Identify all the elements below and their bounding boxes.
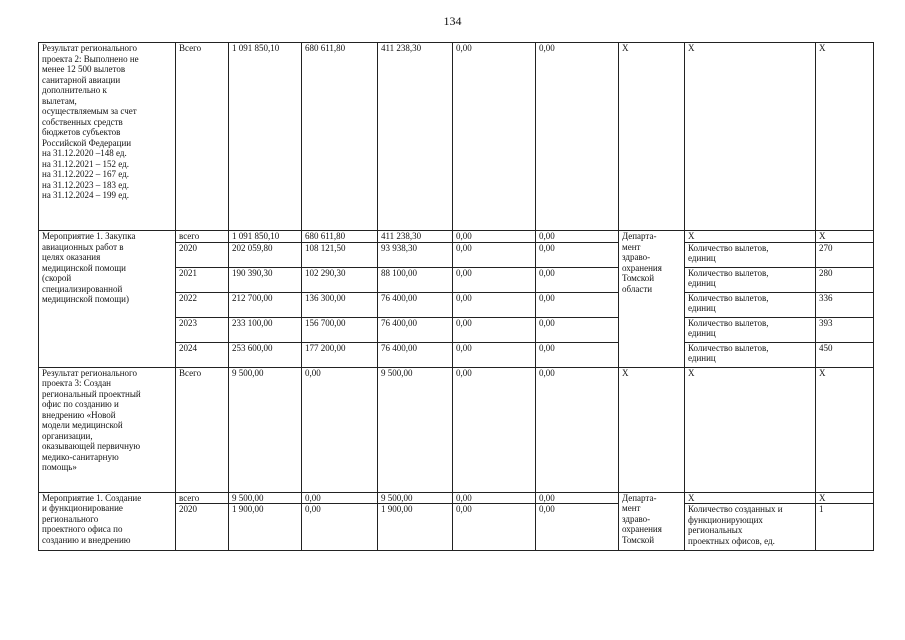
cell-period: Всего bbox=[176, 367, 229, 492]
cell-local: 0,00 bbox=[453, 342, 536, 367]
cell-total: 253 600,00 bbox=[229, 342, 302, 367]
cell-period: 2020 bbox=[176, 504, 229, 551]
cell-period: 2021 bbox=[176, 267, 229, 292]
cell-regional: 76 400,00 bbox=[378, 317, 453, 342]
table-row bbox=[39, 492, 874, 504]
cell-indicator-value: Х bbox=[816, 367, 874, 492]
cell-period: всего bbox=[176, 492, 229, 504]
cell-local: 0,00 bbox=[453, 367, 536, 492]
cell-indicator-value: 280 bbox=[816, 267, 874, 292]
cell-other: 0,00 bbox=[536, 231, 619, 243]
cell-total: 1 900,00 bbox=[229, 504, 302, 551]
cell-indicator-value: Х bbox=[816, 231, 874, 243]
cell-federal: 680 611,80 bbox=[302, 43, 378, 231]
cell-indicator-value: Х bbox=[816, 492, 874, 504]
cell-other: 0,00 bbox=[536, 267, 619, 292]
cell-other: 0,00 bbox=[536, 292, 619, 317]
cell-indicator-value: 1 bbox=[816, 504, 874, 551]
cell-total: 212 700,00 bbox=[229, 292, 302, 317]
cell-indicator: Х bbox=[685, 492, 816, 504]
cell-indicator: Количество созданных и функционирующих региональных проектных офисов, ед. bbox=[685, 504, 816, 551]
cell-federal: 177 200,00 bbox=[302, 342, 378, 367]
cell-federal: 102 290,30 bbox=[302, 267, 378, 292]
cell-local: 0,00 bbox=[453, 492, 536, 504]
cell-executor: Х bbox=[619, 43, 685, 231]
executor-department: Департа- мент здраво- охранения Томской bbox=[619, 492, 685, 551]
cell-indicator-value: 393 bbox=[816, 317, 874, 342]
executor-department: Департа- мент здраво- охранения Томской области bbox=[619, 231, 685, 368]
cell-other: 0,00 bbox=[536, 43, 619, 231]
cell-local: 0,00 bbox=[453, 242, 536, 267]
budget-table bbox=[38, 42, 874, 551]
cell-period: всего bbox=[176, 231, 229, 243]
measure-1-description: Мероприятие 1. Закупка авиационных работ в целях оказания медицинской помощи (скорой специализированной медицинской помощи) bbox=[39, 231, 176, 368]
cell-indicator: Х bbox=[685, 43, 816, 231]
cell-indicator-value: 270 bbox=[816, 242, 874, 267]
cell-total: 9 500,00 bbox=[229, 492, 302, 504]
result-2-description: Результат регионального проекта 2: Выполнено не менее 12 500 вылетов санитарной авиации дополнительно к вылетам, осуществляемым за счет собственных средств бюджетов субъектов Российской Федерации на 31.12.2020 –148 ед. на 31.12.2021 – 152 ед. на 31.12.2022 – 167 ед. на 31.12.2023 – 183 ед. на 31.12.2024 – 199 ед. bbox=[39, 43, 176, 231]
cell-federal: 680 611,80 bbox=[302, 231, 378, 243]
table-row bbox=[39, 43, 874, 231]
cell-total: 9 500,00 bbox=[229, 367, 302, 492]
cell-total: 1 091 850,10 bbox=[229, 231, 302, 243]
cell-other: 0,00 bbox=[536, 242, 619, 267]
cell-indicator: Количество вылетов, единиц bbox=[685, 267, 816, 292]
cell-period: 2024 bbox=[176, 342, 229, 367]
cell-regional: 411 238,30 bbox=[378, 43, 453, 231]
result-3-description: Результат регионального проекта 3: Создан региональный проектный офис по созданию и внедрению «Новой модели медицинской организации, оказывающей первичную медико-санитарную помощь» bbox=[39, 367, 176, 492]
cell-executor: Х bbox=[619, 367, 685, 492]
cell-other: 0,00 bbox=[536, 342, 619, 367]
cell-federal: 108 121,50 bbox=[302, 242, 378, 267]
cell-indicator: Количество вылетов, единиц bbox=[685, 242, 816, 267]
cell-local: 0,00 bbox=[453, 43, 536, 231]
cell-indicator: Количество вылетов, единиц bbox=[685, 292, 816, 317]
cell-regional: 411 238,30 bbox=[378, 231, 453, 243]
cell-other: 0,00 bbox=[536, 492, 619, 504]
cell-indicator: Количество вылетов, единиц bbox=[685, 317, 816, 342]
cell-other: 0,00 bbox=[536, 504, 619, 551]
cell-federal: 0,00 bbox=[302, 492, 378, 504]
cell-period: 2020 bbox=[176, 242, 229, 267]
cell-other: 0,00 bbox=[536, 317, 619, 342]
cell-regional: 76 400,00 bbox=[378, 342, 453, 367]
page-number: 134 bbox=[443, 14, 462, 28]
cell-indicator: Количество вылетов, единиц bbox=[685, 342, 816, 367]
cell-total: 190 390,30 bbox=[229, 267, 302, 292]
cell-regional: 88 100,00 bbox=[378, 267, 453, 292]
cell-indicator-value: Х bbox=[816, 43, 874, 231]
cell-local: 0,00 bbox=[453, 317, 536, 342]
cell-federal: 0,00 bbox=[302, 504, 378, 551]
cell-local: 0,00 bbox=[453, 292, 536, 317]
cell-indicator-value: 336 bbox=[816, 292, 874, 317]
cell-federal: 156 700,00 bbox=[302, 317, 378, 342]
cell-federal: 0,00 bbox=[302, 367, 378, 492]
cell-total: 202 059,80 bbox=[229, 242, 302, 267]
cell-regional: 9 500,00 bbox=[378, 492, 453, 504]
cell-indicator-value: 450 bbox=[816, 342, 874, 367]
cell-indicator: Х bbox=[685, 367, 816, 492]
cell-federal: 136 300,00 bbox=[302, 292, 378, 317]
cell-regional: 93 938,30 bbox=[378, 242, 453, 267]
cell-period: 2022 bbox=[176, 292, 229, 317]
cell-total: 1 091 850,10 bbox=[229, 43, 302, 231]
cell-local: 0,00 bbox=[453, 504, 536, 551]
table-row bbox=[39, 231, 874, 243]
cell-period: Всего bbox=[176, 43, 229, 231]
measure-1-office-description: Мероприятие 1. Создание и функционирование регионального проектного офиса по созданию и внедрению bbox=[39, 492, 176, 551]
cell-regional: 1 900,00 bbox=[378, 504, 453, 551]
cell-indicator: Х bbox=[685, 231, 816, 243]
table-row bbox=[39, 367, 874, 492]
cell-period: 2023 bbox=[176, 317, 229, 342]
cell-local: 0,00 bbox=[453, 267, 536, 292]
cell-total: 233 100,00 bbox=[229, 317, 302, 342]
cell-regional: 9 500,00 bbox=[378, 367, 453, 492]
cell-other: 0,00 bbox=[536, 367, 619, 492]
cell-regional: 76 400,00 bbox=[378, 292, 453, 317]
cell-local: 0,00 bbox=[453, 231, 536, 243]
